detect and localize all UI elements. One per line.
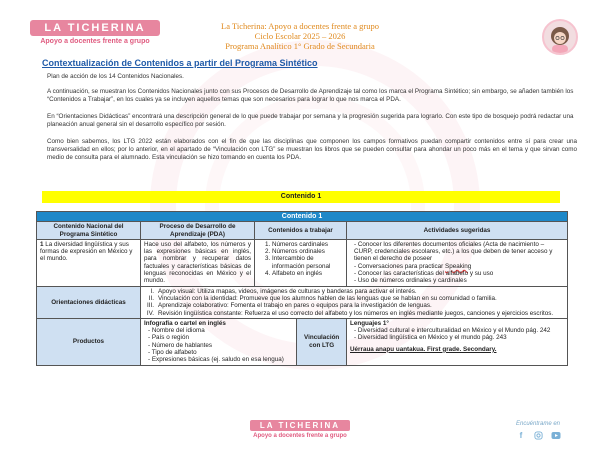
- content-table: [36, 211, 568, 366]
- social-icons: [498, 431, 578, 440]
- header-contenido: Contenido Nacional del Programa Sintético: [37, 222, 141, 240]
- avatar-illustration-icon: [544, 21, 576, 53]
- header-actividades: Actividades sugeridas: [347, 222, 568, 240]
- list-item: - Diversidad lingüística en México y el mundo pág. 243: [354, 334, 564, 341]
- paragraph-plan: Plan de acción de los 14 Contenidos Nacionales.: [47, 73, 184, 80]
- list-item: Revisión lingüística constante: Refuerza el uso correcto del alfabeto y los números en inglés mediante juegos, canciones y ejercicios escritos.: [158, 309, 554, 317]
- list-number: I.: [150, 287, 154, 295]
- list-item: - Diversidad cultural e interculturalidad en México y el Mundo pág. 242: [354, 327, 564, 334]
- contenido-text: La diversidad lingüística y sus formas de expresión en México y el mundo.: [40, 240, 133, 263]
- orientaciones-cell: [141, 286, 568, 318]
- list-item: - Nombre del idioma: [148, 327, 293, 334]
- list-item: - Número de hablantes: [148, 342, 293, 349]
- paragraph-intro: A continuación, se muestran los Contenidos Nacionales junto con sus Procesos de Desarrollo de Aprendizaje tal como los marca el Programa Sintético; sin embargo, se añaden también los “Contenidos a Trabajar”, en los cuales ya se incluyen aquellos temas que son necesarios para lograr lo que nos marca el PDA.: [47, 88, 574, 103]
- logo-title: LA TICHERINA: [30, 20, 160, 36]
- contenido-number: 1: [40, 240, 44, 248]
- social-links: [498, 421, 578, 440]
- youtube-icon[interactable]: [551, 431, 560, 440]
- productos-title: Infografía o cartel en inglés: [144, 319, 226, 327]
- footer-logo-subtitle: Apoyo a docentes frente a grupo: [253, 433, 347, 439]
- social-label: Encuéntrame en: [515, 421, 561, 427]
- footer-logo: [250, 420, 350, 439]
- content-banner: Contenido 1: [42, 191, 560, 203]
- list-number: II.: [148, 294, 154, 302]
- list-item: - Uso de números ordinales y cardinales: [354, 277, 564, 284]
- section-title: Contextualización de Contenidos a partir del Programa Sintético: [42, 58, 318, 68]
- list-number: III.: [147, 302, 154, 310]
- orientacion-row: [144, 295, 564, 302]
- productos-cell: [141, 319, 297, 365]
- lenguajes-title: Lenguajes 1°: [350, 319, 389, 327]
- orientaciones-label: Orientaciones didácticas: [37, 286, 141, 318]
- list-item: - País o región: [148, 334, 293, 341]
- orientacion-row: [144, 288, 564, 295]
- avatar: [542, 19, 578, 55]
- list-item: - Conocer los diferentes documentos oficiales (Acta de nacimiento – CURP, credenciales escolares, etc.) a los que deben de tener acceso y tienen el derecho de poseer: [354, 241, 564, 263]
- list-item: [354, 263, 564, 270]
- footer-logo-title: LA TICHERINA: [250, 420, 350, 431]
- header-line-2: Ciclo Escolar 2025 – 2026: [254, 31, 346, 41]
- vinculacion-label: Vinculación con LTG: [297, 319, 346, 365]
- actividades-cell: [347, 239, 568, 286]
- productos-wrapper: [141, 318, 347, 365]
- facebook-icon[interactable]: f: [519, 431, 523, 440]
- list-item: Vinculación con la identidad: Promueve que los alumnos hablen de las lenguas que se hablan en su comunidad o familia.: [158, 294, 497, 302]
- header-logo: [30, 20, 160, 45]
- vinculacion-book: Uérraua anapu uantakua. First grade. Secondary.: [350, 345, 497, 353]
- list-item: 2. Números ordinales: [272, 248, 343, 255]
- trabajar-cell: [255, 239, 347, 286]
- paragraph-orientaciones: En “Orientaciones Didácticas” encontrará una descripción general de lo que puede trabajar por semana y la progresión sugerida para lograrlo. Con este tipo de bosquejo podrá redactar una planeación anual general sin el desarrollo específico por sesión.: [47, 113, 574, 128]
- pda-cell: Hace uso del alfabeto, los números y las expresiones básicas en inglés, para nombrar y recuperar datos factuales y características básicas de lenguas reconocidas en México y el mundo.: [141, 239, 255, 286]
- orientacion-row: [144, 302, 564, 309]
- contenido-cell: [37, 239, 141, 286]
- list-item: - Conocer las características del alfabeto y su uso: [354, 270, 564, 277]
- table-caption: Contenido 1: [37, 212, 568, 222]
- list-item: 4. Alfabeto en inglés: [272, 270, 343, 277]
- list-item: - Expresiones básicas (ej. saludo en esa lengua): [148, 356, 293, 363]
- list-item: - Tipo de alfabeto: [148, 349, 293, 356]
- orientacion-row: [144, 310, 564, 317]
- header-pda: Proceso de Desarrollo de Aprendizaje (PDA): [141, 222, 255, 240]
- logo-subtitle: Apoyo a docentes frente a grupo: [40, 38, 150, 45]
- list-item: 1. Números cardinales: [272, 241, 343, 248]
- header-trabajar: Contenidos a trabajar: [255, 222, 347, 240]
- productos-inner: [141, 319, 346, 365]
- instagram-icon[interactable]: [534, 431, 543, 440]
- list-item: 3. Intercambio de información personal: [272, 255, 343, 270]
- header-line-1: La Ticherina: Apoyo a docentes frente a grupo: [221, 21, 379, 31]
- speaking-prefix: Conversaciones para practicar: [357, 262, 446, 270]
- vinculacion-cell: [347, 318, 568, 365]
- list-item: Apoyo visual: Utiliza mapas, videos, imágenes de culturas y banderas para activar el interés.: [158, 287, 417, 295]
- list-number: IV.: [146, 309, 154, 317]
- list-item: Aprendizaje colaborativo: Fomenta el trabajo en pares o equipos para la investigación de lenguas.: [158, 302, 432, 310]
- header-text: [160, 21, 440, 51]
- header-line-3: Programa Analítico 1° Grado de Secundaria: [225, 41, 375, 51]
- speaking-word: Speaking: [445, 262, 472, 270]
- productos-label: Productos: [37, 318, 141, 365]
- paragraph-ltg: Como bien sabemos, los LTG 2022 están elaborados con el fin de que las disciplinas que componen los campos formativos puedan compartir contenidos entre sí para crear una transversalidad en ellos; por lo anterior, en el apartado de “Vinculación con LTG” se muestran los libros que se pueden consultar para ahondar un poco más en el tema y que sirvan como medio de consulta para el alumnado. Esta vinculación se hizo tomando en cuenta los PDA.: [47, 138, 577, 161]
